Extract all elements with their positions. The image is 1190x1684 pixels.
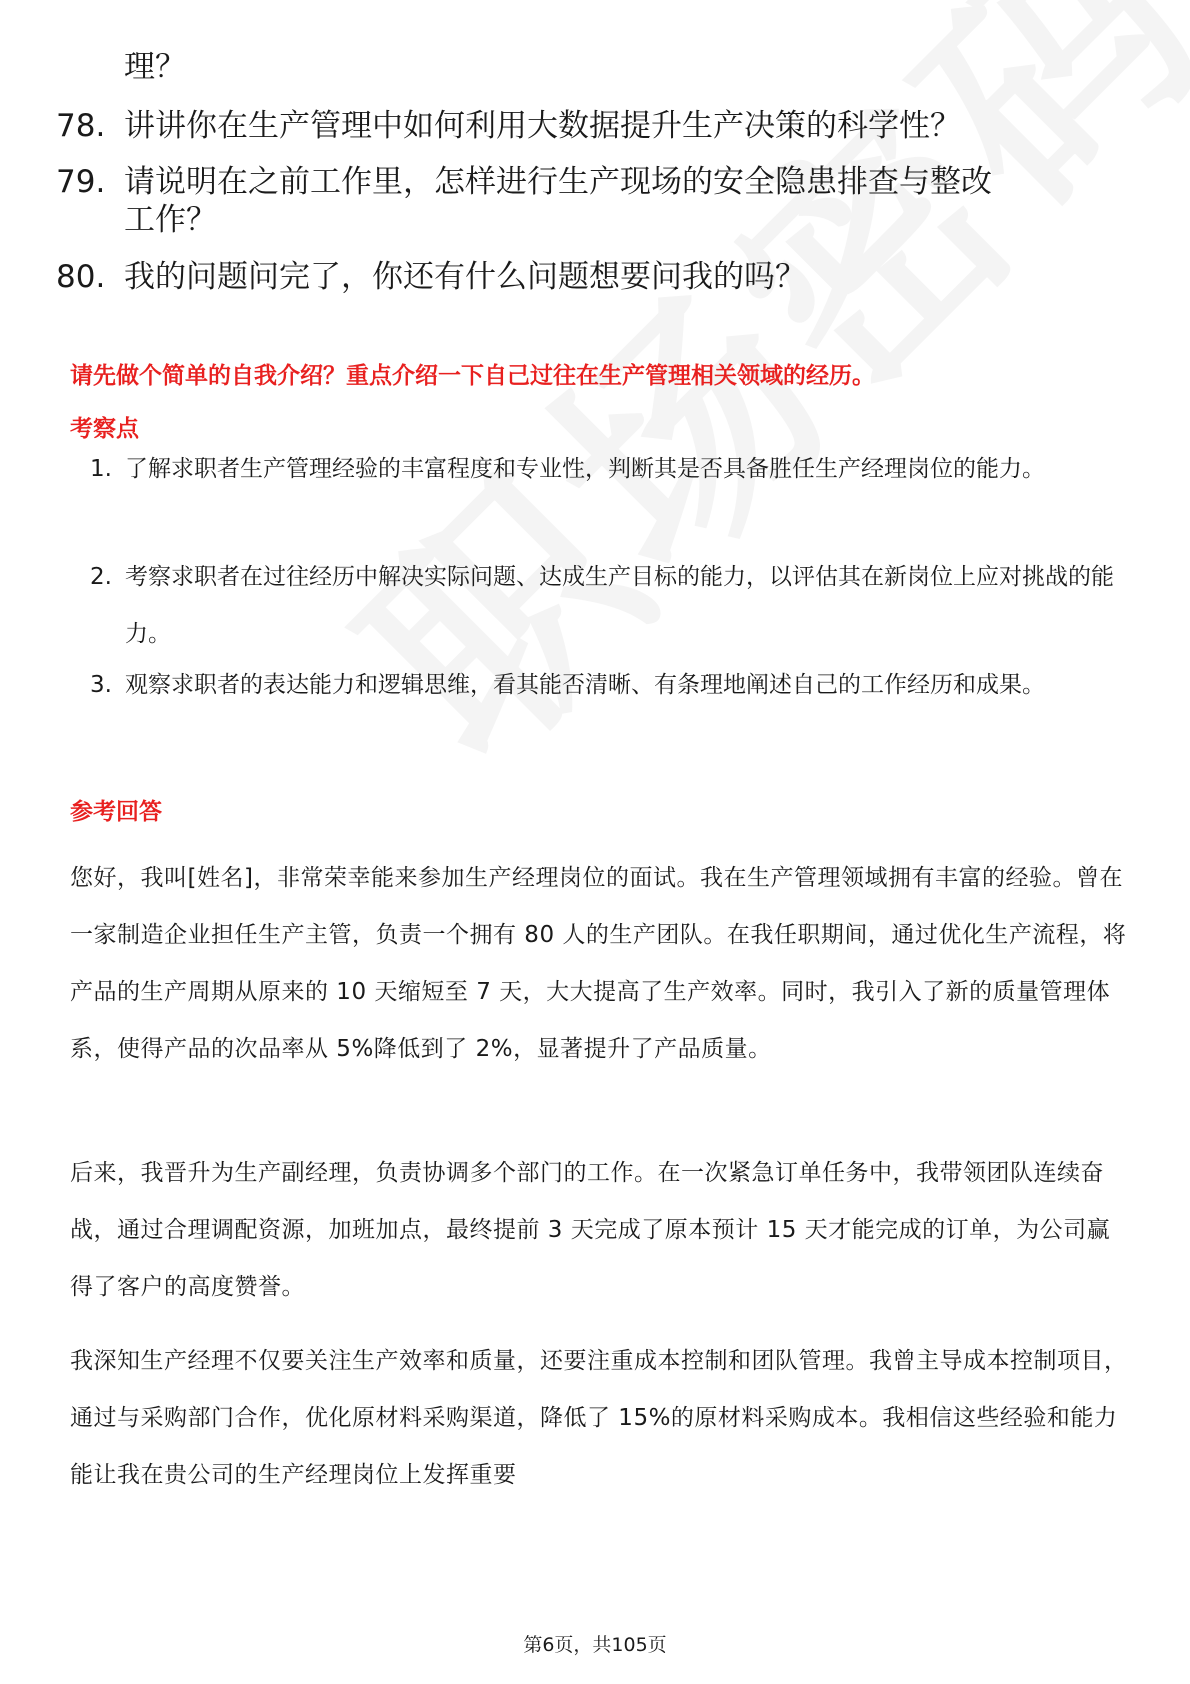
question-text: 我的问题问完了，你还有什么问题想要问我的吗？ [124, 259, 806, 295]
point-number: 1. [90, 456, 112, 482]
question-text: 理？ [124, 49, 186, 85]
question-number: 79. [56, 164, 106, 200]
answer-paragraph: 您好，我叫[姓名]，非常荣幸能来参加生产经理岗位的面试。我在生产管理领域拥有丰富的经验。曾在一家制造企业担任生产主管，负责一个拥有 80 人的生产团队。在我任职期间，通过优化生产流程，将产品的生产周期从原来的 10 天缩短至 7 天，大大提高了生产效率。同时，我引入了新的质量管理体系，使得产品的次品率从 5%降低到了 2%，显著提升了产品质量。 [70, 865, 1127, 1062]
assessment-heading: 考察点 [70, 416, 139, 442]
question-number: 78. [56, 108, 106, 144]
answer-heading: 参考回答 [70, 799, 162, 825]
point-text: 考察求职者在过往经历中解决实际问题、达成生产目标的能力，以评估其在新岗位上应对挑战的能力。 [125, 564, 1114, 647]
question-text: 请说明在之前工作里，怎样进行生产现场的安全隐患排查与整改 [124, 164, 992, 200]
question-number: 80. [56, 259, 106, 295]
point-number: 2. [90, 564, 112, 590]
point-text: 观察求职者的表达能力和逻辑思维，看其能否清晰、有条理地阐述自己的工作经历和成果。 [125, 672, 1045, 698]
point-number: 3. [90, 672, 112, 698]
page-footer: 第6页，共105页 [523, 1634, 667, 1656]
point-text: 了解求职者生产管理经验的丰富程度和专业性，判断其是否具备胜任生产经理岗位的能力。 [125, 456, 1045, 482]
question-text: 讲讲你在生产管理中如何利用大数据提升生产决策的科学性？ [124, 108, 961, 144]
answer-paragraph: 后来，我晋升为生产副经理，负责协调多个部门的工作。在一次紧急订单任务中，我带领团队连续奋战，通过合理调配资源，加班加点，最终提前 3 天完成了原本预计 15 天才能完成的订单，为公司赢得了客户的高度赞誉。 [70, 1160, 1111, 1300]
main-question: 请先做个简单的自我介绍？重点介绍一下自己过往在生产管理相关领域的经历。 [70, 363, 875, 389]
answer-paragraph: 我深知生产经理不仅要关注生产效率和质量，还要注重成本控制和团队管理。我曾主导成本控制项目，通过与采购部门合作，优化原材料采购渠道，降低了 15%的原材料采购成本。我相信这些经验和能力能让我在贵公司的生产经理岗位上发挥重要 [70, 1348, 1128, 1488]
question-text: 工作？ [124, 202, 217, 238]
